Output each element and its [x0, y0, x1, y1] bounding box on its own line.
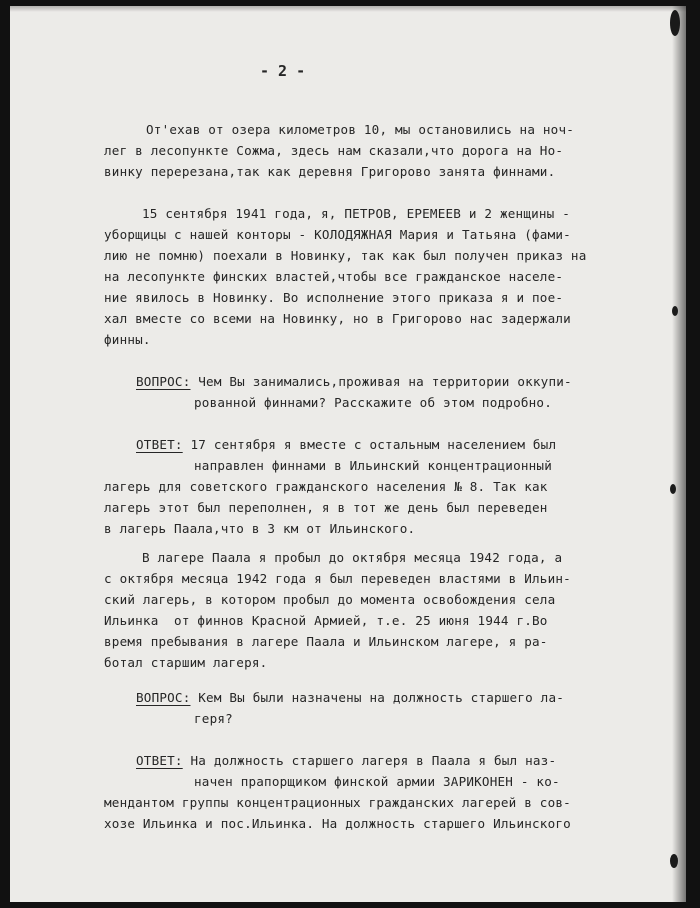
question-line	[136, 376, 572, 389]
text-line: 15 сентября 1941 года, я, ПЕТРОВ, ЕРЕМЕЕВ и 2 женщины -	[142, 206, 571, 221]
text-line: ский лагерь, в котором пробыл до момента освобождения села	[104, 592, 556, 607]
question-line	[136, 692, 564, 705]
text-line: лию не помню) поехали в Новинку, так как был получен приказ на	[104, 248, 587, 263]
question-text: Чем Вы занимались,проживая на территории оккупи-	[190, 374, 572, 389]
text-line: винку перерезана,так как деревня Григорово занята финнами.	[104, 164, 556, 179]
text-line: финны.	[104, 332, 151, 347]
question-label: ВОПРОС:	[136, 690, 191, 705]
text-line: хал вместе со всеми на Новинку, но в Григорово нас задержали	[104, 311, 571, 326]
question-text: Кем Вы были назначены на должность старшего ла-	[190, 690, 565, 705]
answer-text: 17 сентября я вместе с остальным населением был	[182, 437, 557, 452]
text-line: с октября месяца 1942 года я был переведен властями в Ильин-	[104, 571, 571, 586]
answer-line	[136, 755, 556, 768]
text-line: в лагерь Паала,что в 3 км от Ильинского.	[104, 521, 416, 536]
scan-edge-shadow-right	[672, 6, 686, 902]
text-line: лег в лесопункте Сожма, здесь нам сказали,что дорога на Но-	[104, 143, 564, 158]
text-line: время пребывания в лагере Паала и Ильинском лагере, я ра-	[104, 634, 548, 649]
text-line: От'ехав от озера километров 10, мы остановились на ноч-	[146, 122, 575, 137]
text-line: ботал старшим лагеря.	[104, 655, 268, 670]
text-line: ние явилось в Новинку. Во исполнение этого приказа я и пое-	[104, 290, 564, 305]
text-line: мендантом группы концентрационных гражданских лагерей в сов-	[104, 795, 571, 810]
scan-spot	[672, 306, 678, 316]
text-line: на лесопункте финских властей,чтобы все гражданское населе-	[104, 269, 564, 284]
scan-spot	[670, 484, 676, 494]
text-line: В лагере Паала я пробыл до октября месяца 1942 года, а	[142, 550, 563, 565]
text-line: уборщицы с нашей конторы - КОЛОДЯЖНАЯ Мария и Татьяна (фами-	[104, 227, 571, 242]
scan-edge-shadow	[10, 6, 686, 12]
text-line: направлен финнами в Ильинский концентрационный	[194, 458, 552, 473]
document-page	[10, 6, 686, 902]
text-line: начен прапорщиком финской армии ЗАРИКОНЕН - ко-	[194, 774, 560, 789]
text-line: хозе Ильинка и пос.Ильинка. На должность старшего Ильинского	[104, 816, 571, 831]
scan-hole-mark	[670, 10, 680, 36]
question-label: ВОПРОС:	[136, 374, 191, 389]
scan-spot	[670, 854, 678, 868]
text-line: лагерь для советского гражданского населения № 8. Так как	[104, 479, 548, 494]
answer-line	[136, 439, 556, 452]
text-line: геря?	[194, 711, 233, 726]
text-line: лагерь этот был переполнен, я в тот же день был переведен	[104, 500, 548, 515]
text-line: рованной финнами? Расскажите об этом подробно.	[194, 395, 552, 410]
answer-text: На должность старшего лагеря в Паала я был наз-	[182, 753, 557, 768]
answer-label: ОТВЕТ:	[136, 753, 183, 768]
text-line: Ильинка от финнов Красной Армией, т.е. 25 июня 1944 г.Во	[104, 613, 548, 628]
answer-label: ОТВЕТ:	[136, 437, 183, 452]
page-number: - 2 -	[260, 62, 306, 80]
